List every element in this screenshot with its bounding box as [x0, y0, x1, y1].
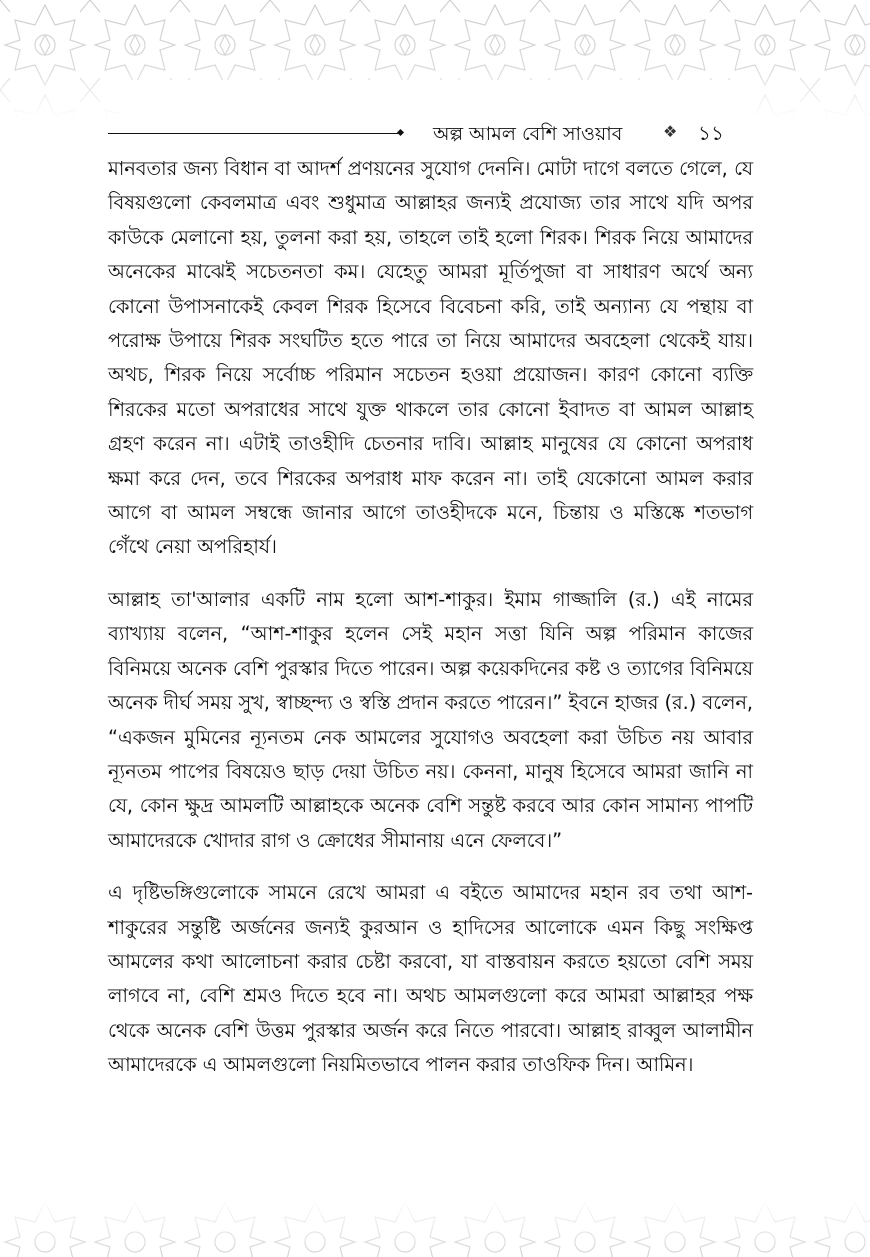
- header-rule: [108, 133, 398, 134]
- running-title: অল্প আমল বেশি সাওয়াব: [433, 123, 623, 145]
- paragraph: মানবতার জন্য বিধান বা আদর্শ প্রণয়নের সুযোগ দেননি। মোটা দাগে বলতে গেলে, যে বিষয়গুলো কেবলমাত্র এবং শুধুমাত্র আল্লাহর জন্যই প্রযোজ্য তার সাথে যদি অপর কাউকে মেলানো হয়, তুলনা করা হয়, তাহলে তাই হলো শিরক। শিরক নিয়ে আমাদের অনেকের মাঝেই সচেতনতা কম। যেহেতু আমরা মূর্তিপুজা বা সাধারণ অর্থে অন্য কোনো উপাসনাকেই কেবল শিরক হিসেবে বিবেচনা করি, তাই অন্যান্য যে পন্থায় বা পরোক্ষ উপায়ে শিরক সংঘটিত হতে পারে তা নিয়ে আমাদের অবহেলা থেকেই যায়। অথচ, শিরক নিয়ে সর্বোচ্চ পরিমান সচেতন হওয়া প্রয়োজন। কারণ কোনো ব্যক্তি শিরকের মতো অপরাধের সাথে যুক্ত থাকলে তার কোনো ইবাদত বা আমল আল্লাহ গ্রহণ করেন না। এটাই তাওহীদি চেতনার দাবি। আল্লাহ মানুষের যে কোনো অপরাধ ক্ষমা করে দেন, তবে শিরকের অপরাধ মাফ করেন না। তাই যেকোনো আমল করার আগে বা আমল সম্বন্ধে জানার আগে তাওহীদকে মনে, চিন্তায় ও মস্তিষ্কে শতভাগ গেঁথে নেয়া অপরিহার্য।: [108, 157, 753, 559]
- diamond-separator-icon: ❖: [663, 122, 678, 141]
- header-rule-end-diamond: [397, 129, 404, 136]
- page-header: [108, 118, 753, 148]
- decorative-ornament-pattern-top: [0, 0, 870, 120]
- paragraph: আল্লাহ তা'আলার একটি নাম হলো আশ-শাকুর। ইমাম গাজ্জালি (র.) এই নামের ব্যাখ্যায় বলেন, “আশ-শাকুর হলেন সেই মহান সত্তা যিনি অল্প পরিমান কাজের বিনিময়ে অনেক বেশি পুরস্কার দিতে পারেন। অল্প কয়েকদিনের কষ্ট ও ত্যাগের বিনিময়ে অনেক দীর্ঘ সময় সুখ, স্বাচ্ছন্দ্য ও স্বস্তি প্রদান করতে পারেন।” ইবনে হাজর (র.) বলেন, “একজন মুমিনের ন্যূনতম নেক আমলের সুযোগও অবহেলা করা উচিত নয় আবার ন্যূনতম পাপের বিষয়েও ছাড় দেয়া উচিত নয়। কেননা, মানুষ হিসেবে আমরা জানি না যে, কোন ক্ষুদ্র আমলটি আল্লাহকে অনেক বেশি সন্তুষ্ট করবে আর কোন সামান্য পাপটি আমাদেরকে খোদার রাগ ও ক্রোধের সীমানায় এনে ফেলবে।”: [108, 587, 753, 852]
- paragraph: এ দৃষ্টিভঙ্গিগুলোকে সামনে রেখে আমরা এ বইতে আমাদের মহান রব তথা আশ-শাকুরের সন্তুষ্টি অর্জনের জন্যই কুরআন ও হাদিসের আলোকে এমন কিছু সংক্ষিপ্ত আমলের কথা আলোচনা করার চেষ্টা করবো, যা বাস্তবায়ন করতে হয়তো বেশি সময় লাগবে না, বেশি শ্রমও দিতে হবে না। অথচ আমলগুলো করে আমরা আল্লাহর পক্ষ থেকে অনেক বেশি উত্তম পুরস্কার অর্জন করে নিতে পারবো। আল্লাহ রাব্বুল আলামীন আমাদেরকে এ আমলগুলো নিয়মিতভাবে পালন করার তাওফিক দিন। আমিন।: [108, 881, 753, 1077]
- page-number: ১১: [698, 121, 724, 145]
- decorative-ornament-pattern-bottom: [0, 1197, 870, 1257]
- body-text: [108, 152, 753, 1101]
